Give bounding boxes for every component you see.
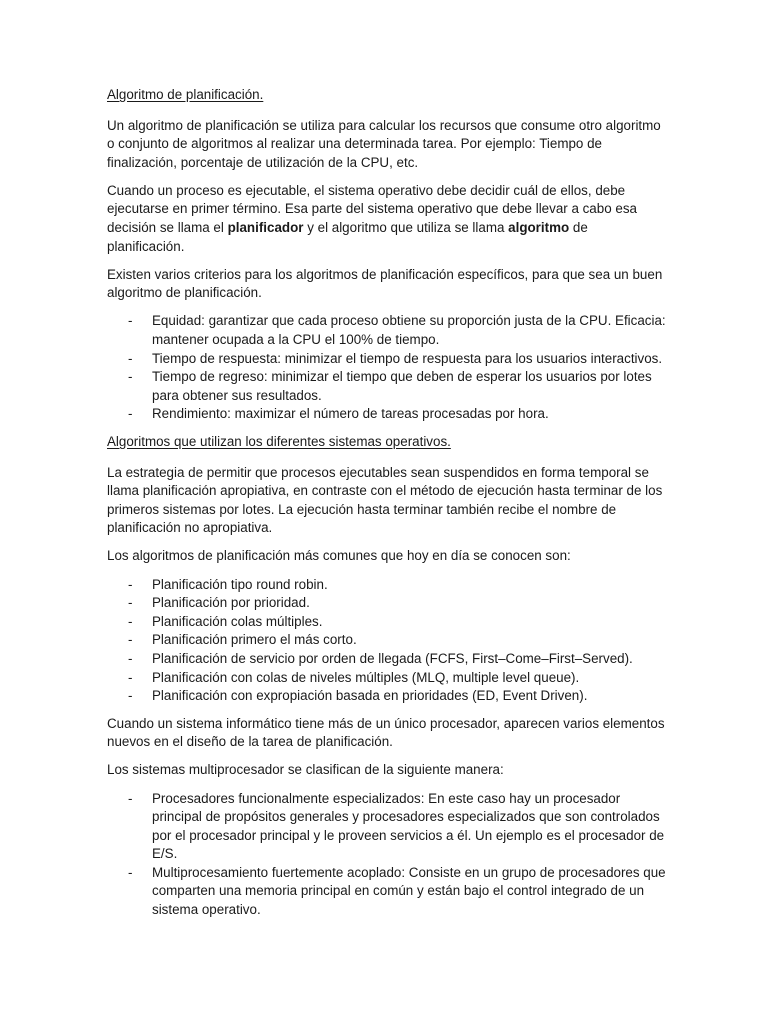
dash-bullet: - (128, 864, 133, 880)
list-item (107, 631, 668, 650)
list-item-text: Tiempo de respuesta: minimizar el tiempo de respuesta para los usuarios interactivos. (152, 350, 663, 366)
criteria-list (107, 312, 668, 424)
dash-bullet: - (128, 688, 133, 704)
dash-bullet: - (128, 350, 133, 366)
list-item (107, 368, 668, 405)
multiprocessor-list (107, 790, 668, 920)
dash-bullet: - (128, 406, 133, 422)
list-item-text: Tiempo de regreso: minimizar el tiempo que deben de esperar los usuarios por lotes para obtener sus resultados. (152, 369, 652, 403)
bold-term-planificador: planificador (227, 220, 304, 236)
list-item (107, 650, 668, 669)
list-item (107, 350, 668, 369)
dash-bullet: - (128, 650, 133, 666)
paragraph-text: y el algoritmo que utiliza se llama (303, 220, 509, 236)
list-item-text: Equidad: garantizar que cada proceso obtiene su proporción justa de la CPU. Eficacia: mantener ocupada a la CPU el 100% de tiempo. (152, 313, 666, 348)
list-item-text: Planificación colas múltiples. (152, 613, 323, 629)
dash-bullet: - (128, 632, 133, 648)
paragraph-criterios: Existen varios criterios para los algoritmos de planificación específicos, para que sea un buen algoritmo de planificación. (107, 266, 663, 301)
algorithms-list (107, 576, 668, 706)
paragraph-comunes: Los algoritmos de planificación más comunes que hoy en día se conocen son: (107, 548, 571, 564)
dash-bullet: - (128, 576, 133, 592)
list-item (107, 594, 668, 613)
list-item (107, 864, 668, 920)
list-item (107, 669, 668, 688)
dash-bullet: - (128, 369, 133, 385)
bold-term-algoritmo: algoritmo (508, 220, 570, 236)
dash-bullet: - (128, 669, 133, 685)
paragraph-apropiativa: La estrategia de permitir que procesos ejecutables sean suspendidos en forma temporal se llama planificación apropiativa, en contraste con el método de ejecución hasta terminar de los primeros sistemas por lotes. La ejecución hasta terminar también recibe el nombre de planificación no apropiativa. (107, 464, 663, 536)
paragraph-definition: Un algoritmo de planificación se utiliza para calcular los recursos que consume otro algoritmo o conjunto de algoritmos al realizar una determinada tarea. Por ejemplo: Tiempo de finalización, porcentaje de utilización de la CPU, etc. (107, 117, 661, 170)
paragraph-clasificacion: Los sistemas multiprocesador se clasifican de la siguiente manera: (107, 762, 504, 778)
list-item-text: Planificación de servicio por orden de llegada (FCFS, First–Come–First–Served). (152, 650, 633, 666)
list-item (107, 613, 668, 632)
dash-bullet: - (128, 790, 133, 806)
list-item-text: Multiprocesamiento fuertemente acoplado: Consiste en un grupo de procesadores que comparten una memoria principal en común y están bajo el control integrado de un sistema operativo. (152, 864, 666, 918)
list-item-text: Planificación por prioridad. (152, 595, 310, 611)
dash-bullet: - (128, 595, 133, 611)
paragraph-text: Cuando un proceso es ejecutable, el sistema operativo debe decidir cuál de ellos, debe ejecutarse en primer término. Esa parte del sistema operativo que debe llevar a cabo esa decisión se llama el (107, 182, 637, 236)
list-item-text: Planificación con expropiación basada en prioridades (ED, Event Driven). (152, 688, 588, 704)
section-heading-algoritmos: Algoritmos que utilizan los diferentes sistemas operativos. (107, 434, 451, 449)
list-item (107, 790, 668, 864)
list-item-text: Procesadores funcionalmente especializados: En este caso hay un procesador principal de propósitos generales y procesadores especializados que son controlados por el procesador principal y le proveen servicios a él. Un ejemplo es el procesador de E/S. (152, 790, 665, 862)
list-item (107, 576, 668, 595)
list-item (107, 405, 668, 424)
dash-bullet: - (128, 313, 133, 329)
list-item-text: Planificación con colas de niveles múltiples (MLQ, multiple level queue). (152, 669, 580, 685)
list-item-text: Planificación tipo round robin. (152, 576, 328, 592)
list-item-text: Planificación primero el más corto. (152, 632, 357, 648)
paragraph-text: de planificación. (107, 220, 588, 254)
list-item (107, 312, 668, 349)
section-heading-planificacion: Algoritmo de planificación. (107, 87, 264, 102)
dash-bullet: - (128, 613, 133, 629)
paragraph-planificador (107, 182, 668, 256)
list-item-text: Rendimiento: maximizar el número de tareas procesadas por hora. (152, 406, 549, 422)
paragraph-multiprocesador-intro: Cuando un sistema informático tiene más de un único procesador, aparecen varios elementos nuevos en el diseño de la tarea de planificación. (107, 715, 665, 750)
list-item (107, 687, 668, 706)
